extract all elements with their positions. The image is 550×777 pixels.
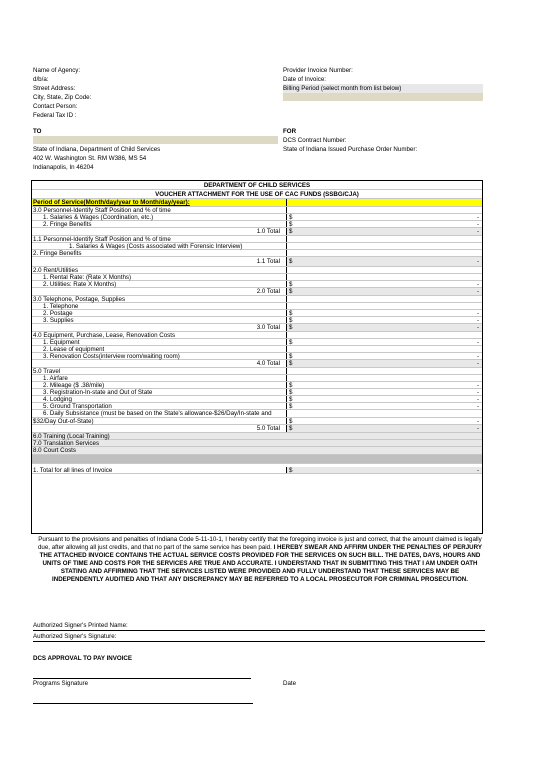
amount-cell[interactable] — [286, 339, 482, 345]
row-label: $32/Day Out-of-State) — [33, 418, 94, 425]
amount-cell — [286, 410, 482, 417]
amount-cell[interactable] — [286, 243, 482, 249]
amount-cell[interactable] — [286, 425, 482, 432]
certification-statement: Pursuant to the provisions and penalties of Indiana Code 5-11-10-1, I hereby certify that the foregoing invoice is just and correct, that the amount claimed is legally due, after allowing all just credits, and that no part of the same service has been paid. I HEREBY SWEAR AND AFFIRM UNDER THE PENALTIES OF PERJURY THE ATTACHED INVOICE CONTAINS THE ACTUAL SERVICE COSTS PROVIDED FOR THE SERVICES ON SUCH BILL. THE DATES, DAYS, HOURS AND UNITS OF TIME AND COSTS FOR THE SERVICES ARE TRUE AND ACCURATE. I UNDERSTAND THAT IN SUBMITTING THIS THAT I AM UNDER OATH STATING AND AFFIRMING THAT THE SERVICES LISTED WERE PROVIDED AND FULLY UNDERSTAND THAT THESE SERVICES MAY BE INDEPENDENTLY AUDITIED AND THAT ANY DISCREPANCY MAY BE REFERRED TO A LOCAL PROSECUTOR FOR CRIMINAL PROSECUTION. — [37, 536, 483, 583]
agency-name-label: Name of Agency: — [33, 67, 81, 74]
printed-name-label: Authorized Signer's Printed Name: — [33, 622, 128, 629]
subtotal-row — [32, 288, 482, 296]
printed-name-line[interactable] — [33, 630, 485, 631]
amount-value: - — [476, 221, 479, 228]
table-subtitle: VOUCHER ATTACHMENT FOR THE USE OF CAC FUNDS (SSBG/CJA) — [32, 190, 482, 199]
row-label: 2. Fringe Benefits — [33, 250, 82, 257]
row-label: 1. Salaries & Wages (Coordination, etc.) — [43, 214, 154, 221]
amount-cell[interactable] — [286, 447, 482, 454]
currency-symbol: $ — [289, 360, 293, 367]
currency-symbol: $ — [289, 382, 293, 389]
table-row — [32, 303, 482, 310]
amount-cell[interactable] — [286, 375, 482, 381]
row-label: 6.0 Training (Local Training) — [33, 433, 110, 440]
amount-cell[interactable] — [286, 274, 482, 280]
signature-label: Authorized Signer's Signature: — [33, 633, 117, 640]
amount-cell[interactable] — [286, 303, 482, 309]
grand-total-row — [32, 467, 482, 474]
table-row — [32, 403, 482, 410]
to-address-line-1: State of Indiana, Department of Child Services — [33, 146, 161, 153]
to-heading: TO — [33, 128, 42, 135]
currency-symbol: $ — [289, 214, 293, 221]
amount-value: - — [476, 228, 479, 235]
currency-symbol: $ — [289, 228, 293, 235]
contact-person-label: Contact Person: — [33, 103, 78, 110]
amount-cell[interactable] — [286, 310, 482, 316]
table-row — [32, 346, 482, 353]
table-row — [32, 433, 482, 440]
table-title: DEPARTMENT OF CHILD SERVICES — [32, 181, 482, 190]
amount-cell — [286, 332, 482, 338]
amount-value: - — [476, 418, 479, 425]
for-heading: FOR — [283, 128, 297, 135]
currency-symbol: $ — [289, 418, 293, 425]
amount-value: - — [476, 339, 479, 346]
table-row — [32, 250, 482, 257]
row-label: 2. Utilities: Rate X Months) — [43, 281, 117, 288]
dba-label: d/b/a: — [33, 76, 49, 83]
amount-value: - — [476, 317, 479, 324]
currency-symbol: $ — [289, 310, 293, 317]
row-label: 5.0 Travel — [33, 368, 61, 375]
amount-cell[interactable] — [286, 389, 482, 395]
subtotal-row — [32, 228, 482, 236]
programs-signature-label: Programs Signature — [33, 680, 89, 687]
amount-cell[interactable] — [286, 403, 482, 409]
approval-heading: DCS APPROVAL TO PAY INVOICE — [33, 655, 133, 662]
currency-symbol: $ — [289, 389, 293, 396]
table-row — [32, 207, 482, 214]
table-row — [32, 332, 482, 339]
table-row — [32, 214, 482, 221]
table-row — [32, 274, 482, 281]
currency-symbol: $ — [289, 324, 293, 331]
row-label: 7.0 Translation Services — [33, 440, 100, 447]
table-row — [32, 267, 482, 274]
amount-value: - — [476, 214, 479, 221]
amount-cell — [286, 250, 482, 256]
amount-cell — [286, 236, 482, 242]
table-row — [32, 221, 482, 228]
amount-cell[interactable] — [286, 353, 482, 359]
voucher-table — [31, 180, 483, 534]
amount-cell[interactable] — [286, 257, 482, 266]
row-label: 2. Postage — [43, 310, 73, 317]
row-label: 2. Fringe Benefits — [43, 221, 92, 228]
amount-value: - — [476, 467, 479, 474]
row-label: 4.0 Equipment, Purchase, Lease, Renovation Costs — [33, 332, 176, 339]
street-address-label: Street Address: — [33, 85, 76, 92]
amount-value: - — [476, 403, 479, 410]
row-label: 5. Ground Transportation — [43, 403, 112, 410]
row-label: 4. Lodging — [43, 396, 72, 403]
currency-symbol: $ — [289, 467, 293, 474]
row-label: 1. Total for all lines of Invoice — [33, 467, 113, 474]
amount-value: - — [476, 353, 479, 360]
amount-cell[interactable] — [286, 382, 482, 388]
table-row — [32, 396, 482, 403]
amount-cell — [286, 296, 482, 302]
subtotal-row — [32, 257, 482, 267]
amount-cell[interactable] — [286, 346, 482, 352]
amount-value: - — [476, 396, 479, 403]
table-row — [32, 375, 482, 382]
row-label: 2. Lease of equipment — [43, 346, 105, 353]
subtotal-label: 1.0 Total — [256, 228, 280, 235]
dcs-contract-number-label: DCS Contract Number: — [283, 137, 347, 144]
amount-cell — [286, 267, 482, 273]
amount-cell — [286, 368, 482, 374]
subtotal-label: 4.0 Total — [256, 360, 280, 367]
row-label: 2. Mileage ($ .38/mile) — [43, 382, 105, 389]
period-of-service-label: Period of Service(Month/day/year to Month/day/year): — [33, 199, 190, 206]
row-label: 3. Renovation Costs(interview room/waiting room) — [43, 353, 180, 360]
currency-symbol: $ — [289, 288, 293, 295]
subtotal-row — [32, 324, 482, 332]
row-label: 1. Telephone — [43, 303, 79, 310]
to-address-line-2: 402 W. Washington St. RM W386, MS 54 — [33, 155, 147, 162]
billing-period-label: Billing Period (select month from list below) — [283, 84, 483, 93]
table-row — [32, 317, 482, 324]
row-label: 2.0 Rent/Utilities — [33, 267, 79, 274]
amount-cell[interactable] — [286, 360, 482, 367]
to-address-line-3: Indianapolis, In 46204 — [33, 164, 94, 171]
subtotal-label: 3.0 Total — [256, 324, 280, 331]
amount-value: - — [476, 382, 479, 389]
amount-cell[interactable] — [286, 467, 482, 473]
date-signature-line[interactable] — [33, 703, 253, 704]
table-row — [32, 418, 482, 425]
provider-invoice-number-label: Provider Invoice Number: — [283, 67, 353, 74]
row-label: 1. Airfare — [43, 375, 68, 382]
amount-cell[interactable] — [286, 214, 482, 220]
row-label: 3.0 Telephone, Postage, Supplies — [33, 296, 126, 303]
amount-cell[interactable] — [286, 221, 482, 227]
city-state-zip-label: City, State, Zip Code: — [33, 94, 92, 101]
currency-symbol: $ — [289, 425, 293, 432]
currency-symbol: $ — [289, 281, 293, 288]
table-row — [32, 310, 482, 317]
row-label: 3. Supplies — [43, 317, 74, 324]
date-label: Date — [283, 680, 297, 687]
table-row — [32, 368, 482, 375]
subtotal-row — [32, 360, 482, 368]
row-label: 6. Daily Subsistance (must be based on the State's allowance-$26/Day/In-state and — [43, 410, 272, 417]
amount-cell — [286, 207, 482, 213]
signature-line[interactable] — [33, 641, 485, 642]
table-row — [32, 389, 482, 396]
table-row — [32, 339, 482, 346]
amount-value: - — [476, 425, 479, 432]
currency-symbol: $ — [289, 396, 293, 403]
amount-value: - — [476, 288, 479, 295]
to-shaded-field[interactable] — [33, 136, 278, 144]
certification-oath: I HEREBY SWEAR AND AFFIRM UNDER THE PENALTIES OF PERJURY THE ATTACHED INVOICE CONTAINS THE ACTUAL SERVICE COSTS PROVIDED FOR THE SERVICES ON SUCH BILL. THE DATES, DAYS, HOURS AND UNITS OF TIME AND COSTS FOR THE SERVICES ARE TRUE AND ACCURATE. I UNDERSTAND THAT IN SUBMITTING THIS THAT I AM UNDER OATH STATING AND AFFIRMING THAT THE SERVICES LISTED WERE PROVIDED AND FULLY UNDERSTAND THAT THESE SERVICES MAY BE INDEPENDENTLY AUDITIED AND THAT ANY DISCREPANCY MAY BE REFERRED TO A LOCAL PROSECUTOR FOR CRIMINAL PROSECUTION. — [39, 544, 483, 583]
row-label: 1. Salaries & Wages (Costs associated with Forensic Interview) — [69, 243, 243, 250]
table-row — [32, 243, 482, 250]
period-of-service-field[interactable] — [286, 199, 482, 206]
separator-band — [32, 455, 482, 464]
amount-value: - — [476, 258, 479, 265]
table-row — [32, 382, 482, 389]
row-label: 8.0 Court Costs — [33, 447, 76, 454]
amount-cell[interactable] — [286, 396, 482, 402]
amount-cell[interactable] — [286, 440, 482, 446]
amount-cell[interactable] — [286, 324, 482, 331]
currency-symbol: $ — [289, 353, 293, 360]
amount-cell[interactable] — [286, 281, 482, 287]
table-row — [32, 353, 482, 360]
amount-value: - — [476, 389, 479, 396]
row-label: 1. Equipment — [43, 339, 80, 346]
currency-symbol: $ — [289, 317, 293, 324]
amount-cell[interactable] — [286, 418, 482, 424]
invoice-date-label: Date of Invoice: — [283, 76, 326, 83]
amount-cell[interactable] — [286, 288, 482, 295]
table-row — [32, 296, 482, 303]
currency-symbol: $ — [289, 339, 293, 346]
table-row — [32, 281, 482, 288]
row-label: 3. Registration-In-state and Out of State — [43, 389, 153, 396]
purchase-order-number-label: State of Indiana Issued Purchase Order Number: — [283, 146, 418, 153]
row-label: 1.1 Personnel-Identify Staff Position and % of time — [33, 236, 171, 243]
table-row — [32, 410, 482, 418]
amount-cell[interactable] — [286, 317, 482, 323]
currency-symbol: $ — [289, 258, 293, 265]
federal-tax-id-label: Federal Tax ID : — [33, 112, 77, 119]
table-row — [32, 447, 482, 455]
row-label: 3.0 Personnel-Identify Staff Position and % of time — [33, 207, 171, 214]
currency-symbol: $ — [289, 403, 293, 410]
subtotal-label: 2.0 Total — [256, 288, 280, 295]
row-label: 1. Rental Rate: (Rate X Months) — [43, 274, 132, 281]
amount-value: - — [476, 324, 479, 331]
table-row — [32, 440, 482, 447]
subtotal-label: 5.0 Total — [256, 425, 280, 432]
amount-value: - — [476, 310, 479, 317]
amount-value: - — [476, 281, 479, 288]
currency-symbol: $ — [289, 221, 293, 228]
amount-cell[interactable] — [286, 433, 482, 439]
amount-cell[interactable] — [286, 228, 482, 235]
billing-period-select[interactable] — [283, 93, 483, 101]
amount-value: - — [476, 360, 479, 367]
subtotal-label: 1.1 Total — [256, 258, 280, 265]
table-row — [32, 236, 482, 243]
period-of-service-row[interactable] — [32, 199, 482, 207]
subtotal-row — [32, 425, 482, 433]
